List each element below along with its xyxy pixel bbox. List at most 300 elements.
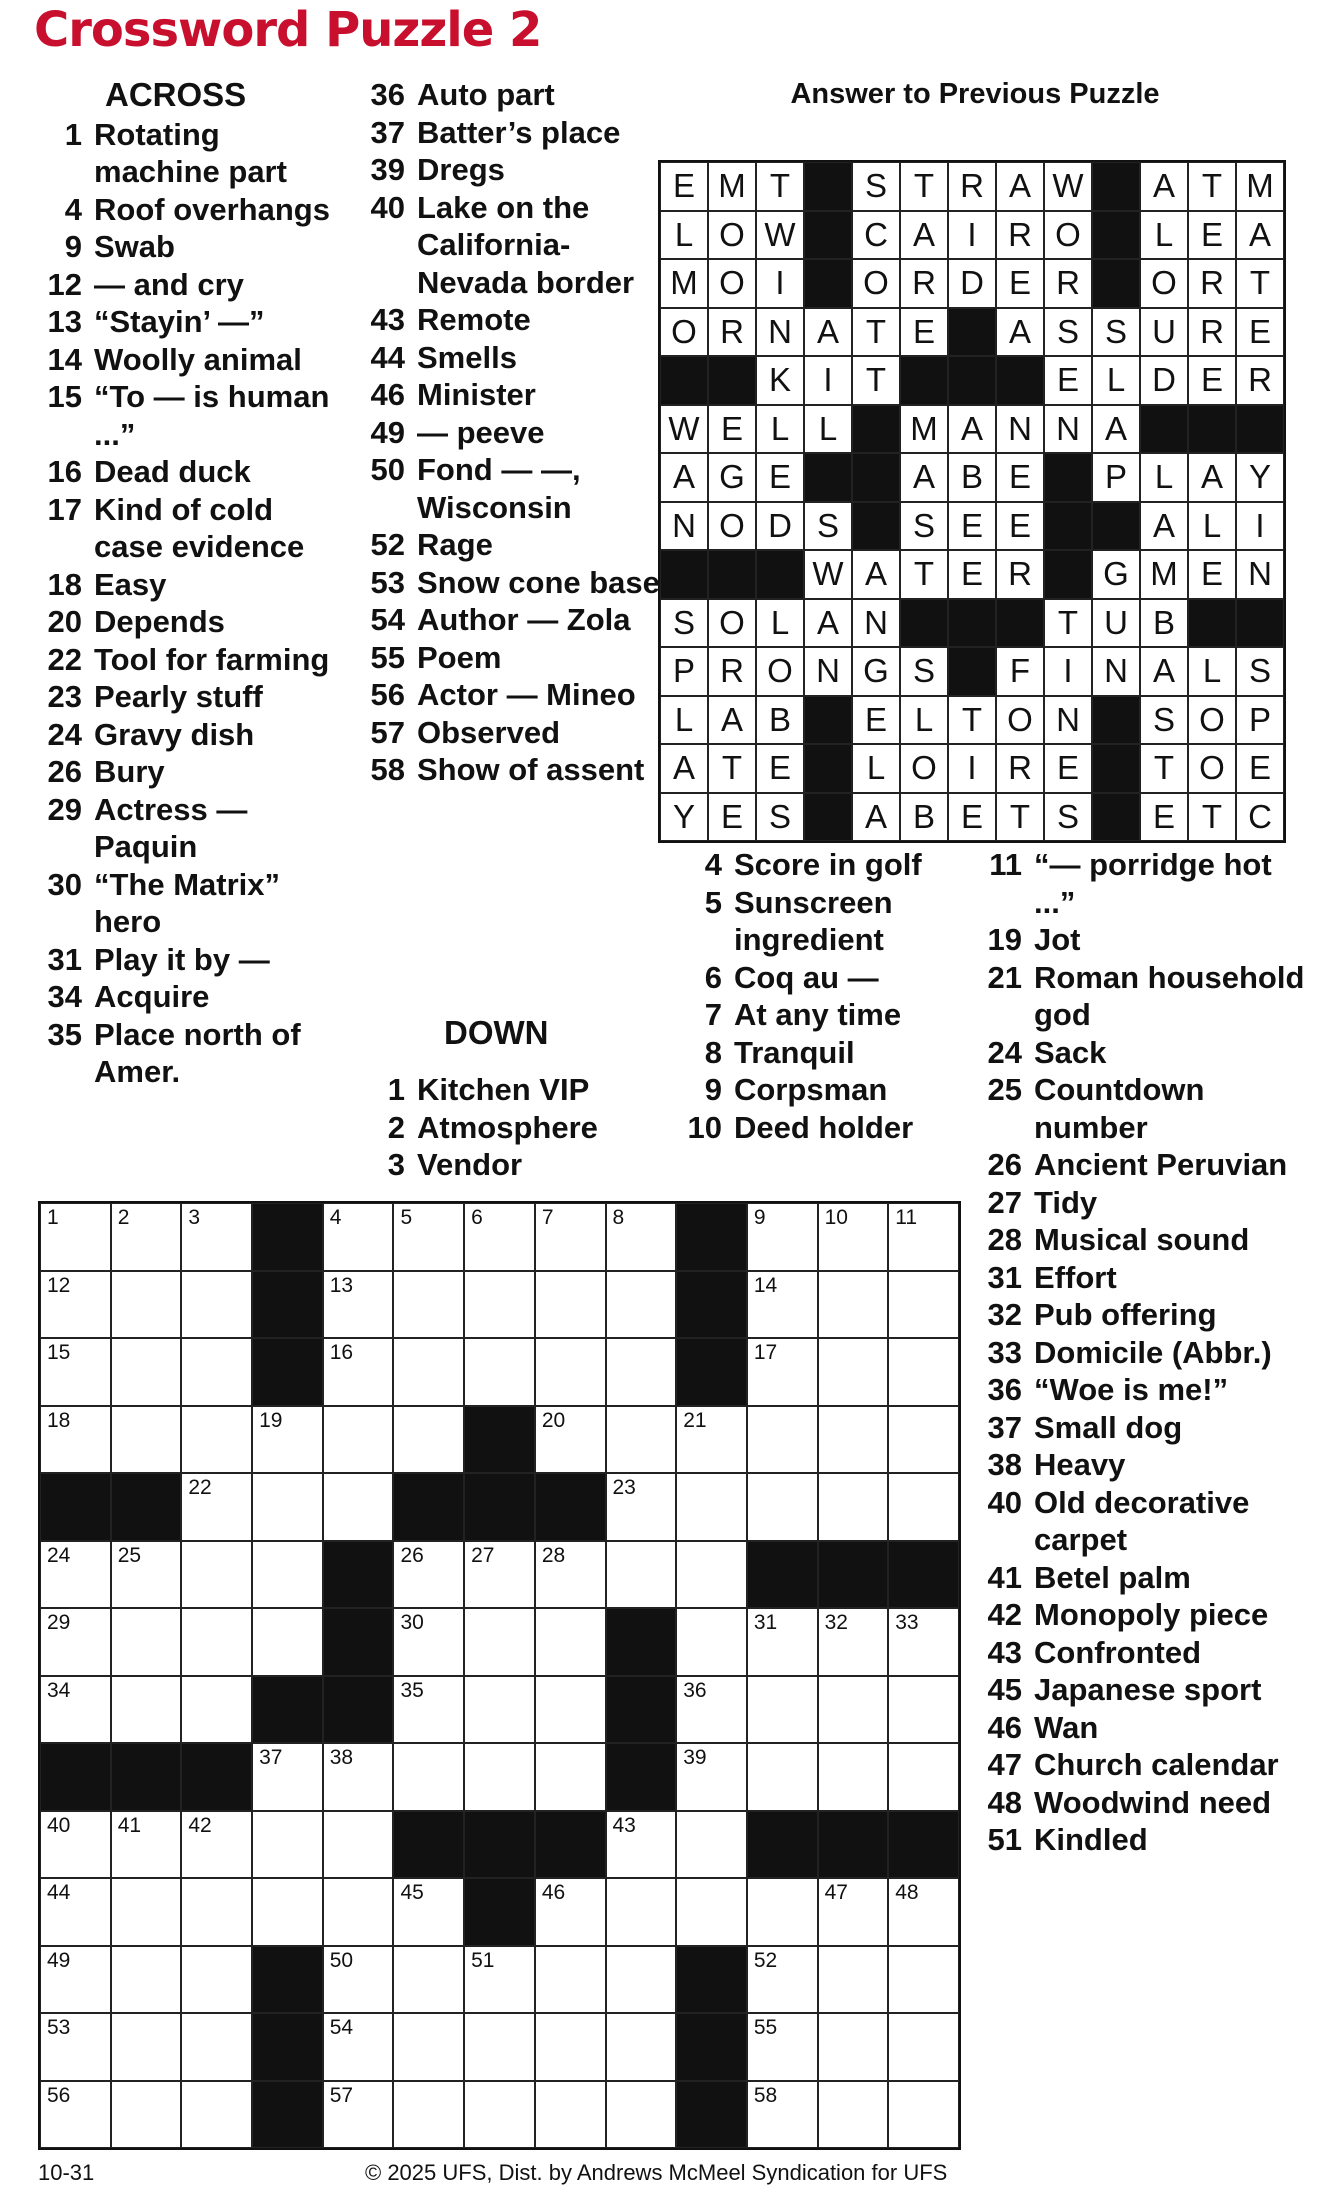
cell-number: 27 bbox=[471, 1543, 495, 1567]
clue-item bbox=[972, 1034, 1312, 1072]
answer-letter-cell: O bbox=[660, 308, 708, 357]
puzzle-cell[interactable] bbox=[181, 1203, 252, 1271]
answer-letter-cell: L bbox=[660, 211, 708, 260]
puzzle-cell[interactable] bbox=[464, 1608, 535, 1676]
puzzle-cell[interactable] bbox=[181, 1271, 252, 1339]
puzzle-cell[interactable] bbox=[111, 1406, 182, 1474]
black-square bbox=[252, 2081, 323, 2149]
puzzle-cell[interactable] bbox=[393, 1676, 464, 1744]
clue-text: Atmosphere bbox=[417, 1109, 598, 1145]
clue-item bbox=[972, 1371, 1312, 1409]
answer-letter-cell: G bbox=[1092, 550, 1140, 599]
puzzle-cell[interactable] bbox=[40, 1203, 111, 1271]
puzzle-cell[interactable] bbox=[252, 1608, 323, 1676]
puzzle-cell[interactable] bbox=[40, 1271, 111, 1339]
puzzle-cell[interactable] bbox=[111, 1338, 182, 1406]
answer-letter-cell: S bbox=[804, 502, 852, 551]
puzzle-cell[interactable] bbox=[606, 1541, 677, 1609]
answer-black-square bbox=[1092, 162, 1140, 211]
puzzle-cell[interactable] bbox=[606, 2013, 677, 2081]
puzzle-cell[interactable] bbox=[111, 1271, 182, 1339]
puzzle-cell[interactable] bbox=[818, 1406, 889, 1474]
answer-letter-cell: O bbox=[708, 502, 756, 551]
puzzle-cell[interactable] bbox=[40, 1541, 111, 1609]
answer-letter-cell: P bbox=[1236, 696, 1284, 745]
puzzle-cell[interactable] bbox=[323, 1338, 394, 1406]
answer-letter-cell: I bbox=[1044, 647, 1092, 696]
answer-letter-cell: A bbox=[660, 453, 708, 502]
clue-item bbox=[672, 959, 972, 997]
clue-text: Easy bbox=[94, 566, 167, 602]
puzzle-cell[interactable] bbox=[111, 2013, 182, 2081]
puzzle-cell[interactable] bbox=[40, 1811, 111, 1879]
clue-item bbox=[32, 116, 342, 191]
puzzle-cell[interactable] bbox=[323, 1946, 394, 2014]
puzzle-cell[interactable] bbox=[747, 1203, 818, 1271]
answer-letter-cell: A bbox=[660, 744, 708, 793]
black-square bbox=[747, 1811, 818, 1879]
answer-black-square bbox=[804, 453, 852, 502]
clue-text: Author — Zola bbox=[417, 602, 631, 637]
puzzle-cell[interactable] bbox=[606, 1338, 677, 1406]
puzzle-cell[interactable] bbox=[606, 1811, 677, 1879]
puzzle-cell[interactable] bbox=[888, 1743, 959, 1811]
clue-text: Kind of cold case evidence bbox=[94, 491, 305, 564]
puzzle-cell[interactable] bbox=[323, 1811, 394, 1879]
puzzle-cell[interactable] bbox=[535, 1406, 606, 1474]
puzzle-cell[interactable] bbox=[818, 1946, 889, 2014]
puzzle-cell[interactable] bbox=[676, 1473, 747, 1541]
puzzle-cell[interactable] bbox=[181, 1676, 252, 1744]
puzzle-cell[interactable] bbox=[40, 1338, 111, 1406]
clue-number: 28 bbox=[987, 1222, 1022, 1257]
puzzle-cell[interactable] bbox=[818, 1878, 889, 1946]
puzzle-cell[interactable] bbox=[464, 1946, 535, 2014]
puzzle-cell[interactable] bbox=[818, 1473, 889, 1541]
answer-letter-cell: E bbox=[1236, 308, 1284, 357]
puzzle-cell[interactable] bbox=[535, 2081, 606, 2149]
puzzle-cell[interactable] bbox=[181, 1608, 252, 1676]
clue-item bbox=[32, 491, 342, 566]
clue-number: 24 bbox=[987, 1034, 1022, 1070]
cell-number: 53 bbox=[47, 2016, 71, 2039]
clue-text: Confronted bbox=[1034, 1634, 1202, 1670]
cell-number: 50 bbox=[329, 1948, 354, 1972]
puzzle-cell[interactable] bbox=[252, 1878, 323, 1946]
puzzle-cell[interactable] bbox=[40, 2081, 111, 2149]
puzzle-cell[interactable] bbox=[181, 2013, 252, 2081]
clue-number: 47 bbox=[987, 1747, 1022, 1782]
puzzle-cell[interactable] bbox=[888, 1338, 959, 1406]
black-square bbox=[606, 1743, 677, 1811]
puzzle-cell[interactable] bbox=[181, 1878, 252, 1946]
puzzle-cell[interactable] bbox=[464, 1676, 535, 1744]
puzzle-cell[interactable] bbox=[40, 1878, 111, 1946]
answer-letter-cell: E bbox=[756, 453, 804, 502]
puzzle-cell[interactable] bbox=[818, 1608, 889, 1676]
cell-number: 30 bbox=[400, 1611, 424, 1634]
answer-letter-cell: T bbox=[852, 356, 900, 405]
puzzle-cell[interactable] bbox=[676, 1811, 747, 1879]
puzzle-cell[interactable] bbox=[747, 2081, 818, 2149]
puzzle-cell[interactable] bbox=[606, 1946, 677, 2014]
puzzle-cell[interactable] bbox=[676, 1608, 747, 1676]
puzzle-cell[interactable] bbox=[888, 1406, 959, 1474]
answer-letter-cell: L bbox=[756, 405, 804, 454]
puzzle-cell[interactable] bbox=[111, 1541, 182, 1609]
puzzle-cell[interactable] bbox=[111, 1946, 182, 2014]
cell-number: 3 bbox=[188, 1206, 201, 1229]
puzzle-cell[interactable] bbox=[606, 1271, 677, 1339]
black-square bbox=[535, 1811, 606, 1879]
clue-text: Kitchen VIP bbox=[417, 1072, 590, 1107]
cell-number: 15 bbox=[47, 1341, 71, 1364]
puzzle-title: Crossword Puzzle 2 bbox=[34, 2, 542, 58]
puzzle-cell[interactable] bbox=[747, 1878, 818, 1946]
answer-letter-cell: R bbox=[708, 308, 756, 357]
puzzle-cell[interactable] bbox=[888, 1676, 959, 1744]
answer-letter-cell: E bbox=[660, 162, 708, 211]
puzzle-cell[interactable] bbox=[676, 1743, 747, 1811]
cell-number: 11 bbox=[895, 1206, 918, 1229]
puzzle-cell[interactable] bbox=[747, 1743, 818, 1811]
clue-item bbox=[355, 301, 665, 339]
puzzle-cell[interactable] bbox=[323, 1271, 394, 1339]
puzzle-cell[interactable] bbox=[323, 2013, 394, 2081]
puzzle-cell[interactable] bbox=[393, 1946, 464, 2014]
puzzle-cell[interactable] bbox=[676, 1406, 747, 1474]
clue-text: Acquire bbox=[94, 979, 210, 1014]
clue-number: 43 bbox=[987, 1634, 1022, 1670]
puzzle-cell[interactable] bbox=[111, 1676, 182, 1744]
answer-letter-cell: E bbox=[1188, 550, 1236, 599]
black-square bbox=[111, 1743, 182, 1811]
answer-letter-cell: L bbox=[900, 696, 948, 745]
clue-text: “Stayin’ —” bbox=[94, 304, 265, 339]
puzzle-cell[interactable] bbox=[393, 1541, 464, 1609]
cell-number: 7 bbox=[541, 1206, 554, 1229]
clue-text: “To — is human ...” bbox=[94, 379, 330, 452]
puzzle-cell[interactable] bbox=[464, 2013, 535, 2081]
puzzle-cell[interactable] bbox=[818, 1338, 889, 1406]
puzzle-cell[interactable] bbox=[747, 1338, 818, 1406]
across-clue-list bbox=[32, 116, 342, 1091]
puzzle-cell[interactable] bbox=[747, 1946, 818, 2014]
puzzle-cell[interactable] bbox=[181, 1406, 252, 1474]
puzzle-cell[interactable] bbox=[181, 1473, 252, 1541]
puzzle-cell[interactable] bbox=[464, 2081, 535, 2149]
puzzle-cell[interactable] bbox=[111, 2081, 182, 2149]
puzzle-cell[interactable] bbox=[818, 2081, 889, 2149]
puzzle-cell[interactable] bbox=[535, 1271, 606, 1339]
puzzle-cell[interactable] bbox=[252, 1541, 323, 1609]
answer-black-square bbox=[804, 211, 852, 260]
puzzle-cell[interactable] bbox=[181, 1541, 252, 1609]
puzzle-cell[interactable] bbox=[393, 1271, 464, 1339]
clue-number: 58 bbox=[370, 752, 405, 787]
puzzle-cell[interactable] bbox=[181, 2081, 252, 2149]
puzzle-cell[interactable] bbox=[535, 1608, 606, 1676]
cell-number: 47 bbox=[824, 1881, 848, 1904]
puzzle-cell[interactable] bbox=[535, 1946, 606, 2014]
puzzle-cell[interactable] bbox=[818, 1676, 889, 1744]
answer-letter-cell: P bbox=[660, 647, 708, 696]
answer-black-square bbox=[948, 356, 996, 405]
puzzle-cell[interactable] bbox=[464, 1743, 535, 1811]
footer-copyright: © 2025 UFS, Dist. by Andrews McMeel Syndication for UFS bbox=[365, 2160, 948, 2185]
puzzle-cell[interactable] bbox=[818, 1271, 889, 1339]
answer-letter-cell: E bbox=[1188, 211, 1236, 260]
cell-number: 8 bbox=[612, 1206, 625, 1229]
black-square bbox=[888, 1811, 959, 1879]
answer-letter-cell: L bbox=[756, 599, 804, 648]
puzzle-cell[interactable] bbox=[393, 1406, 464, 1474]
puzzle-cell[interactable] bbox=[323, 2081, 394, 2149]
clue-item bbox=[32, 191, 342, 229]
answer-black-square bbox=[804, 744, 852, 793]
answer-letter-cell: A bbox=[852, 550, 900, 599]
puzzle-cell[interactable] bbox=[40, 1676, 111, 1744]
puzzle-cell[interactable] bbox=[747, 1676, 818, 1744]
clue-number: 24 bbox=[47, 716, 82, 752]
puzzle-cell[interactable] bbox=[888, 1608, 959, 1676]
answer-letter-cell: A bbox=[708, 696, 756, 745]
puzzle-cell[interactable] bbox=[252, 1811, 323, 1879]
black-square bbox=[676, 1946, 747, 2014]
puzzle-cell[interactable] bbox=[888, 1203, 959, 1271]
black-square bbox=[252, 1338, 323, 1406]
cell-number: 36 bbox=[683, 1678, 707, 1702]
puzzle-cell[interactable] bbox=[747, 1406, 818, 1474]
puzzle-cell[interactable] bbox=[747, 1608, 818, 1676]
puzzle-cell[interactable] bbox=[111, 1811, 182, 1879]
clue-item bbox=[32, 266, 342, 304]
answer-black-square bbox=[900, 356, 948, 405]
clue-number: 55 bbox=[370, 639, 405, 675]
clue-text: Swab bbox=[94, 229, 175, 264]
puzzle-cell[interactable] bbox=[606, 2081, 677, 2149]
clue-number: 46 bbox=[370, 377, 405, 412]
puzzle-cell[interactable] bbox=[464, 1338, 535, 1406]
puzzle-cell[interactable] bbox=[747, 1271, 818, 1339]
puzzle-cell[interactable] bbox=[535, 2013, 606, 2081]
puzzle-cell[interactable] bbox=[323, 1406, 394, 1474]
clue-item bbox=[32, 753, 342, 791]
puzzle-cell[interactable] bbox=[676, 1878, 747, 1946]
clue-number: 31 bbox=[987, 1259, 1022, 1295]
black-square bbox=[323, 1608, 394, 1676]
clue-text: — and cry bbox=[94, 266, 244, 302]
answer-letter-cell: R bbox=[708, 647, 756, 696]
clue-text: Show of assent bbox=[417, 752, 645, 787]
answer-letter-cell: M bbox=[900, 405, 948, 454]
puzzle-cell[interactable] bbox=[40, 2013, 111, 2081]
puzzle-cell[interactable] bbox=[393, 1338, 464, 1406]
clue-text: Church calendar bbox=[1034, 1747, 1279, 1782]
puzzle-cell[interactable] bbox=[464, 1203, 535, 1271]
answer-letter-cell: R bbox=[900, 259, 948, 308]
clue-item bbox=[972, 1071, 1312, 1146]
clue-item bbox=[32, 603, 342, 641]
across-clues-column-1 bbox=[32, 76, 342, 1091]
puzzle-cell[interactable] bbox=[40, 1608, 111, 1676]
puzzle-cell[interactable] bbox=[323, 1878, 394, 1946]
clue-text: At any time bbox=[734, 997, 902, 1032]
clue-text: Wan bbox=[1034, 1709, 1099, 1745]
black-square bbox=[252, 1271, 323, 1339]
puzzle-cell[interactable] bbox=[888, 1271, 959, 1339]
black-square bbox=[111, 1473, 182, 1541]
puzzle-cell[interactable] bbox=[535, 1878, 606, 1946]
cell-number: 38 bbox=[329, 1746, 354, 1769]
down-clues-column-2 bbox=[672, 846, 972, 1146]
answer-letter-cell: C bbox=[1236, 793, 1284, 842]
answer-letter-cell: U bbox=[1140, 308, 1188, 357]
clue-number: 41 bbox=[987, 1559, 1022, 1595]
puzzle-cell[interactable] bbox=[111, 1878, 182, 1946]
answer-letter-cell: Y bbox=[1236, 453, 1284, 502]
answer-letter-cell: O bbox=[996, 696, 1044, 745]
answer-letter-cell: R bbox=[996, 550, 1044, 599]
puzzle-cell[interactable] bbox=[606, 1878, 677, 1946]
puzzle-cell[interactable] bbox=[747, 2013, 818, 2081]
puzzle-cell[interactable] bbox=[111, 1203, 182, 1271]
clue-text: Observed bbox=[417, 714, 561, 750]
answer-letter-cell: W bbox=[804, 550, 852, 599]
answer-letter-cell: L bbox=[1188, 502, 1236, 551]
clue-text: Small dog bbox=[1034, 1409, 1183, 1445]
puzzle-cell[interactable] bbox=[181, 1946, 252, 2014]
puzzle-cell[interactable] bbox=[393, 2081, 464, 2149]
puzzle-cell[interactable] bbox=[818, 2013, 889, 2081]
puzzle-cell[interactable] bbox=[535, 1676, 606, 1744]
puzzle-cell[interactable] bbox=[818, 1203, 889, 1271]
answer-letter-cell: B bbox=[900, 793, 948, 842]
cell-number: 24 bbox=[47, 1543, 71, 1567]
clue-item bbox=[32, 978, 342, 1016]
puzzle-cell[interactable] bbox=[606, 1473, 677, 1541]
answer-black-square bbox=[1188, 405, 1236, 454]
clue-number: 14 bbox=[47, 341, 82, 377]
black-square bbox=[40, 1743, 111, 1811]
puzzle-cell[interactable] bbox=[606, 1406, 677, 1474]
cell-number: 23 bbox=[612, 1476, 636, 1499]
puzzle-cell[interactable] bbox=[40, 1406, 111, 1474]
clue-text: Smells bbox=[417, 339, 517, 375]
clue-text: Roman household god bbox=[1034, 959, 1305, 1032]
puzzle-cell[interactable] bbox=[323, 1473, 394, 1541]
puzzle-cell[interactable] bbox=[393, 1878, 464, 1946]
clue-item bbox=[355, 1146, 665, 1184]
puzzle-cell[interactable] bbox=[464, 1271, 535, 1339]
answer-black-square bbox=[996, 599, 1044, 648]
puzzle-cell[interactable] bbox=[252, 1473, 323, 1541]
puzzle-cell[interactable] bbox=[535, 1203, 606, 1271]
puzzle-cell[interactable] bbox=[393, 1743, 464, 1811]
answer-letter-cell: E bbox=[1140, 793, 1188, 842]
answer-letter-cell: D bbox=[1140, 356, 1188, 405]
answer-letter-cell: O bbox=[708, 259, 756, 308]
puzzle-cell[interactable] bbox=[323, 1203, 394, 1271]
puzzle-cell[interactable] bbox=[888, 1473, 959, 1541]
cell-number: 21 bbox=[683, 1408, 707, 1432]
clue-text: “— porridge hot ...” bbox=[1034, 847, 1272, 920]
puzzle-cell[interactable] bbox=[535, 1541, 606, 1609]
puzzle-cell[interactable] bbox=[111, 1608, 182, 1676]
clue-text: Rotating machine part bbox=[94, 116, 287, 189]
black-square bbox=[676, 2013, 747, 2081]
puzzle-cell[interactable] bbox=[181, 1338, 252, 1406]
black-square bbox=[393, 1811, 464, 1879]
clue-number: 1 bbox=[387, 1072, 405, 1107]
puzzle-cell[interactable] bbox=[40, 1946, 111, 2014]
puzzle-cell[interactable] bbox=[252, 1406, 323, 1474]
clue-number: 12 bbox=[47, 266, 82, 302]
answer-black-square bbox=[1188, 599, 1236, 648]
cell-number: 25 bbox=[117, 1543, 142, 1567]
clue-text: Jot bbox=[1034, 922, 1081, 957]
puzzle-cell[interactable] bbox=[606, 1203, 677, 1271]
clue-item bbox=[355, 339, 665, 377]
puzzle-cell[interactable] bbox=[535, 1743, 606, 1811]
clue-text: Vendor bbox=[417, 1147, 523, 1182]
clue-item bbox=[972, 1671, 1312, 1709]
answer-letter-cell: N bbox=[996, 405, 1044, 454]
answer-letter-cell: A bbox=[1236, 211, 1284, 260]
puzzle-cell[interactable] bbox=[888, 2013, 959, 2081]
answer-letter-cell: I bbox=[948, 211, 996, 260]
down-clue-list bbox=[355, 1071, 665, 1184]
cell-number: 33 bbox=[895, 1611, 919, 1634]
clue-number: 22 bbox=[47, 641, 82, 677]
puzzle-cell[interactable] bbox=[888, 1946, 959, 2014]
puzzle-cell[interactable] bbox=[393, 1608, 464, 1676]
answer-letter-cell: L bbox=[660, 696, 708, 745]
answer-letter-cell: T bbox=[900, 550, 948, 599]
puzzle-cell[interactable] bbox=[676, 1676, 747, 1744]
clue-item bbox=[32, 866, 342, 941]
answer-letter-cell: A bbox=[948, 405, 996, 454]
answer-black-square bbox=[1092, 502, 1140, 551]
answer-letter-cell: R bbox=[948, 162, 996, 211]
puzzle-cell[interactable] bbox=[464, 1541, 535, 1609]
puzzle-cell[interactable] bbox=[676, 1541, 747, 1609]
clue-number: 38 bbox=[987, 1447, 1022, 1482]
clue-text: Countdown number bbox=[1034, 1072, 1205, 1145]
clue-number: 1 bbox=[64, 116, 82, 152]
puzzle-cell[interactable] bbox=[818, 1743, 889, 1811]
clue-item bbox=[972, 1446, 1312, 1484]
puzzle-cell[interactable] bbox=[888, 2081, 959, 2149]
puzzle-cell[interactable] bbox=[888, 1878, 959, 1946]
clue-number: 16 bbox=[47, 454, 82, 489]
clue-item bbox=[355, 714, 665, 752]
puzzle-cell[interactable] bbox=[252, 1743, 323, 1811]
answer-letter-cell: S bbox=[900, 502, 948, 551]
puzzle-cell[interactable] bbox=[393, 2013, 464, 2081]
puzzle-cell[interactable] bbox=[181, 1811, 252, 1879]
answer-letter-cell: O bbox=[1044, 211, 1092, 260]
clue-item bbox=[972, 1146, 1312, 1184]
clue-number: 50 bbox=[370, 452, 405, 487]
puzzle-cell[interactable] bbox=[535, 1338, 606, 1406]
puzzle-cell[interactable] bbox=[393, 1203, 464, 1271]
clue-number: 23 bbox=[47, 679, 82, 714]
puzzle-cell[interactable] bbox=[747, 1473, 818, 1541]
cell-number: 32 bbox=[824, 1611, 848, 1634]
answer-letter-cell: T bbox=[852, 308, 900, 357]
puzzle-cell[interactable] bbox=[323, 1743, 394, 1811]
